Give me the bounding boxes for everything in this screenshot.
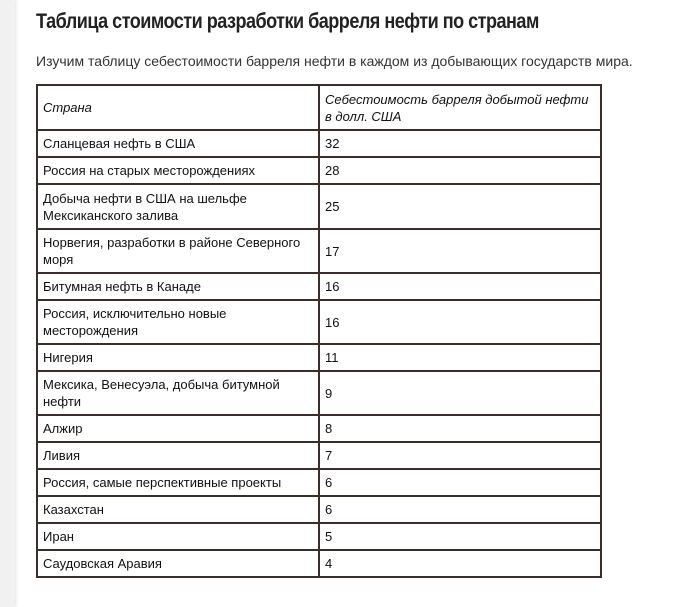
cell-cost: 9	[319, 371, 601, 415]
cell-cost: 11	[319, 344, 601, 371]
cell-cost: 17	[319, 229, 601, 273]
table-row	[37, 496, 601, 523]
header-cost: Себестоимость барреля добытой нефти в долл. США	[319, 85, 601, 130]
cell-cost: 5	[319, 523, 601, 550]
cell-cost: 7	[319, 442, 601, 469]
cell-country: Казахстан	[37, 496, 319, 523]
table-row	[37, 469, 601, 496]
intro-text: Изучим таблицу себестоимости барреля нефти в каждом из добывающих государств мира.	[36, 53, 633, 69]
table-header-row	[37, 85, 601, 130]
cell-country: Мексика, Венесуэла, добыча битумной нефти	[37, 371, 319, 415]
cell-cost: 6	[319, 469, 601, 496]
cell-country: Добыча нефти в США на шельфе Мексиканского залива	[37, 184, 319, 229]
cell-cost: 16	[319, 300, 601, 344]
cell-cost: 8	[319, 415, 601, 442]
table-row	[37, 415, 601, 442]
cell-cost: 6	[319, 496, 601, 523]
table-row	[37, 130, 601, 157]
cell-country: Ливия	[37, 442, 319, 469]
left-sidebar-edge	[0, 0, 15, 607]
oil-cost-table	[36, 84, 602, 578]
table-row	[37, 273, 601, 300]
cell-country: Россия, исключительно новые месторождения	[37, 300, 319, 344]
table-row	[37, 300, 601, 344]
cell-country: Россия на старых месторождениях	[37, 157, 319, 184]
header-country: Страна	[37, 85, 319, 130]
cell-country: Сланцевая нефть в США	[37, 130, 319, 157]
cell-country: Иран	[37, 523, 319, 550]
table-row	[37, 550, 601, 577]
table-row	[37, 229, 601, 273]
table-row	[37, 157, 601, 184]
table-row	[37, 523, 601, 550]
cell-country: Норвегия, разработки в районе Северного моря	[37, 229, 319, 273]
table-row	[37, 184, 601, 229]
cell-cost: 16	[319, 273, 601, 300]
table-row	[37, 371, 601, 415]
cell-country: Нигерия	[37, 344, 319, 371]
cell-cost: 4	[319, 550, 601, 577]
cell-cost: 32	[319, 130, 601, 157]
table-row	[37, 344, 601, 371]
cell-cost: 28	[319, 157, 601, 184]
cell-country: Россия, самые перспективные проекты	[37, 469, 319, 496]
table-row	[37, 442, 601, 469]
cell-country: Битумная нефть в Канаде	[37, 273, 319, 300]
cell-cost: 25	[319, 184, 601, 229]
cell-country: Алжир	[37, 415, 319, 442]
cell-country: Саудовская Аравия	[37, 550, 319, 577]
article-heading: Таблица стоимости разработки барреля нефти по странам	[36, 10, 539, 33]
